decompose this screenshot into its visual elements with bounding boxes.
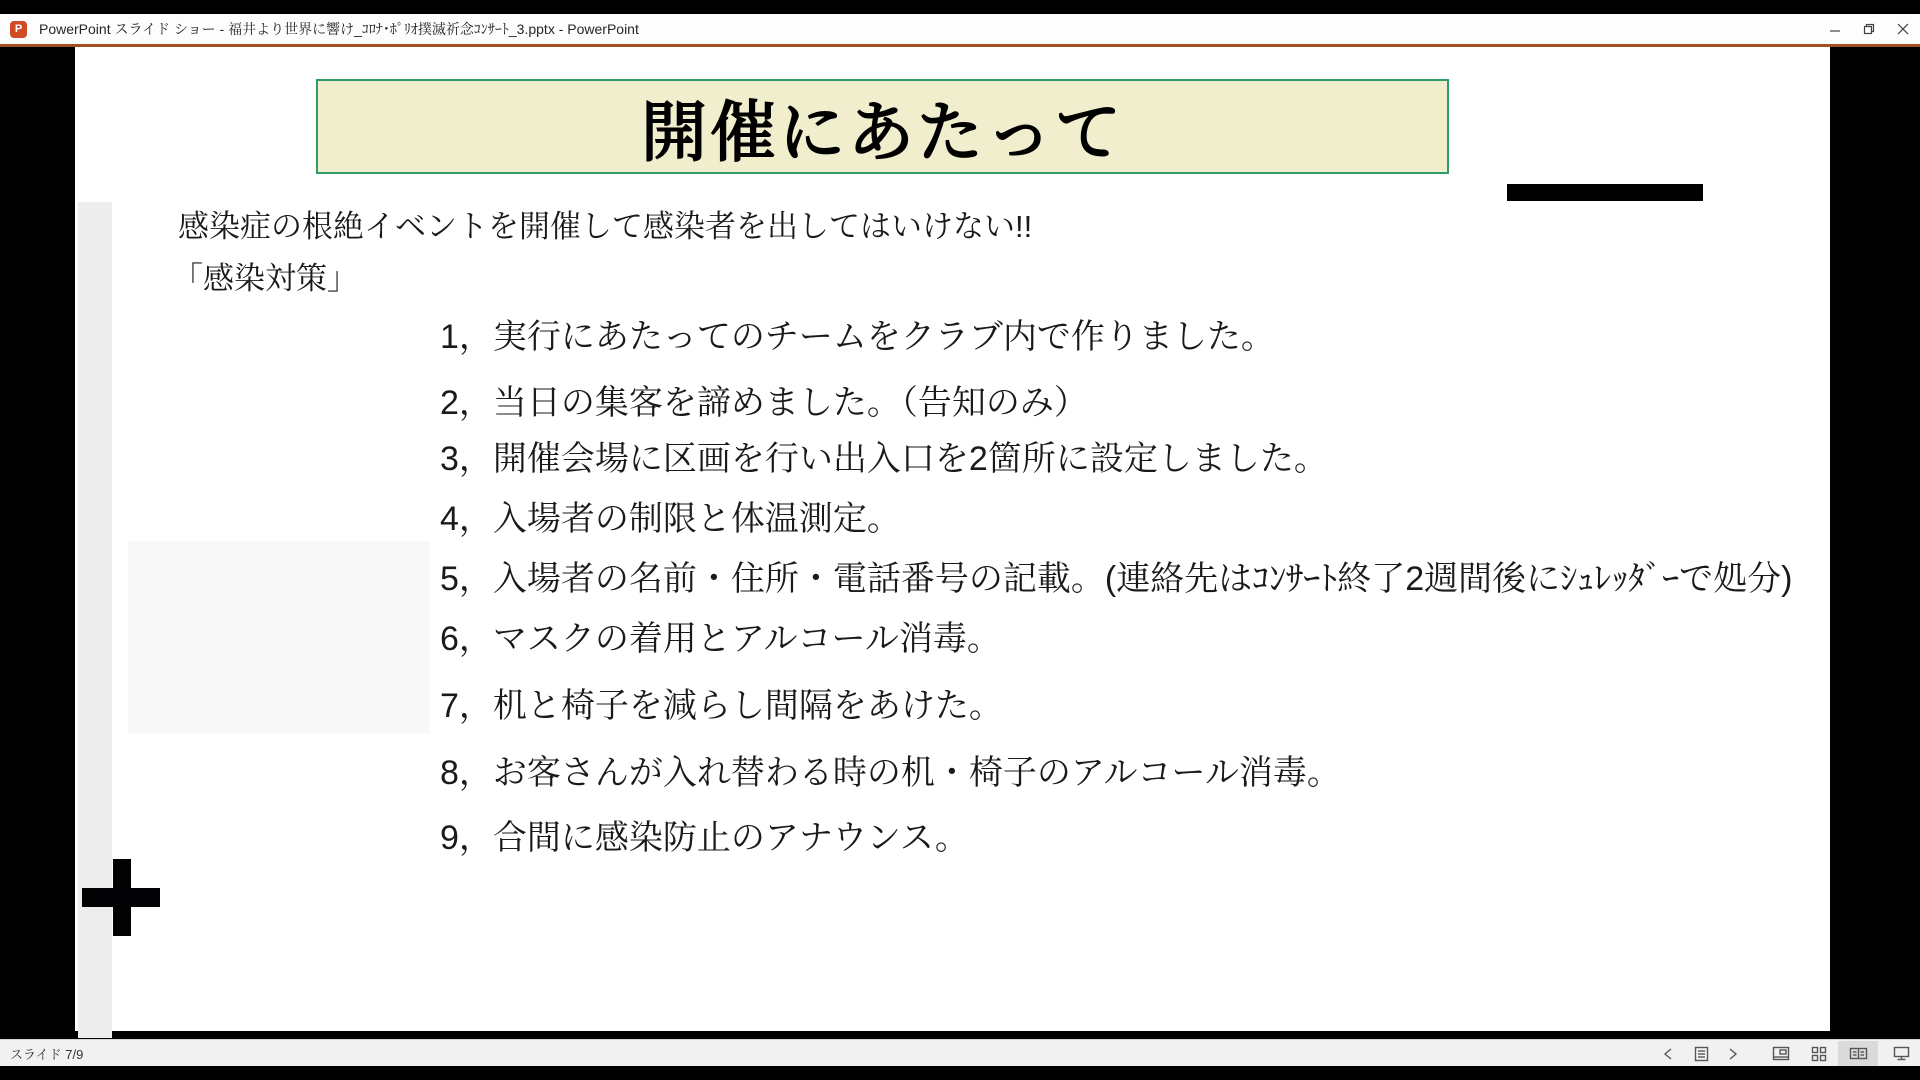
- list-item: 1，実行にあたってのチームをクラブ内で作りました。: [440, 318, 1275, 356]
- minimize-button[interactable]: [1818, 14, 1852, 44]
- list-item: 3，開催会場に区画を行い出入口を2箇所に設定しました。: [440, 440, 1328, 478]
- slideshow-view-icon: [1893, 1046, 1910, 1061]
- restore-icon: [1863, 23, 1875, 35]
- slide-title: 開催にあたって: [641, 93, 1124, 171]
- next-slide-button[interactable]: [1718, 1041, 1748, 1066]
- previous-slide-button[interactable]: [1653, 1041, 1683, 1066]
- close-button[interactable]: [1886, 14, 1920, 44]
- list-item: 4，入場者の制限と体温測定。: [440, 500, 901, 538]
- slide-title-box: [316, 79, 1449, 174]
- window-titlebar: [0, 14, 1920, 44]
- statusbar: [0, 1039, 1920, 1066]
- list-item: 7，机と椅子を減らし間隔をあけた。: [440, 687, 1003, 725]
- list-item: 5，入場者の名前・住所・電話番号の記載。(連絡先はｺﾝｻｰﾄ終了2週間後にｼｭﾚｯﾀﾞｰで処分): [440, 560, 1793, 598]
- chevron-right-icon: [1728, 1047, 1738, 1061]
- plus-marker: [113, 859, 131, 936]
- restore-button[interactable]: [1852, 14, 1886, 44]
- window-controls: [1818, 14, 1920, 44]
- minimize-icon: [1829, 23, 1841, 35]
- list-item: 2，当日の集客を諦めました。（告知のみ）: [440, 384, 1088, 422]
- reading-view-button[interactable]: [1838, 1041, 1878, 1066]
- faint-gray-rectangle: [128, 541, 430, 734]
- close-icon: [1897, 23, 1909, 35]
- normal-view-button[interactable]: [1766, 1041, 1796, 1066]
- slideshow-view-button[interactable]: [1886, 1041, 1916, 1066]
- slide-counter: スライド 7/9: [10, 1047, 84, 1062]
- slide-menu-icon: [1694, 1046, 1709, 1062]
- slideshow-viewer[interactable]: [0, 47, 1920, 1039]
- slide-menu-button[interactable]: [1686, 1041, 1716, 1066]
- list-item: 8，お客さんが入れ替わる時の机・椅子のアルコール消毒。: [440, 754, 1341, 792]
- list-item: 9，合間に感染防止のアナウンス。: [440, 819, 969, 857]
- black-marker-bar: [1507, 184, 1703, 201]
- slide-canvas[interactable]: [75, 47, 1830, 1031]
- gray-side-strip: [78, 202, 112, 1038]
- slide-sorter-icon: [1811, 1046, 1827, 1062]
- intro-line-1: 感染症の根絶イベントを開催して感染者を出してはいけない!!: [178, 209, 1033, 244]
- powerpoint-app-icon: P: [10, 21, 27, 38]
- normal-view-icon: [1772, 1046, 1790, 1061]
- slide-sorter-view-button[interactable]: [1804, 1041, 1834, 1066]
- intro-line-2: 「感染対策」: [172, 261, 358, 296]
- reading-view-icon: [1849, 1046, 1868, 1061]
- window-title: PowerPoint スライド ショー - 福井より世界に響け_ｺﾛﾅ･ﾎﾟﾘｵ撲滅祈念ｺﾝｻｰﾄ_3.pptx - PowerPoint: [39, 21, 639, 37]
- list-item: 6，マスクの着用とアルコール消毒。: [440, 620, 1001, 658]
- chevron-left-icon: [1663, 1047, 1673, 1061]
